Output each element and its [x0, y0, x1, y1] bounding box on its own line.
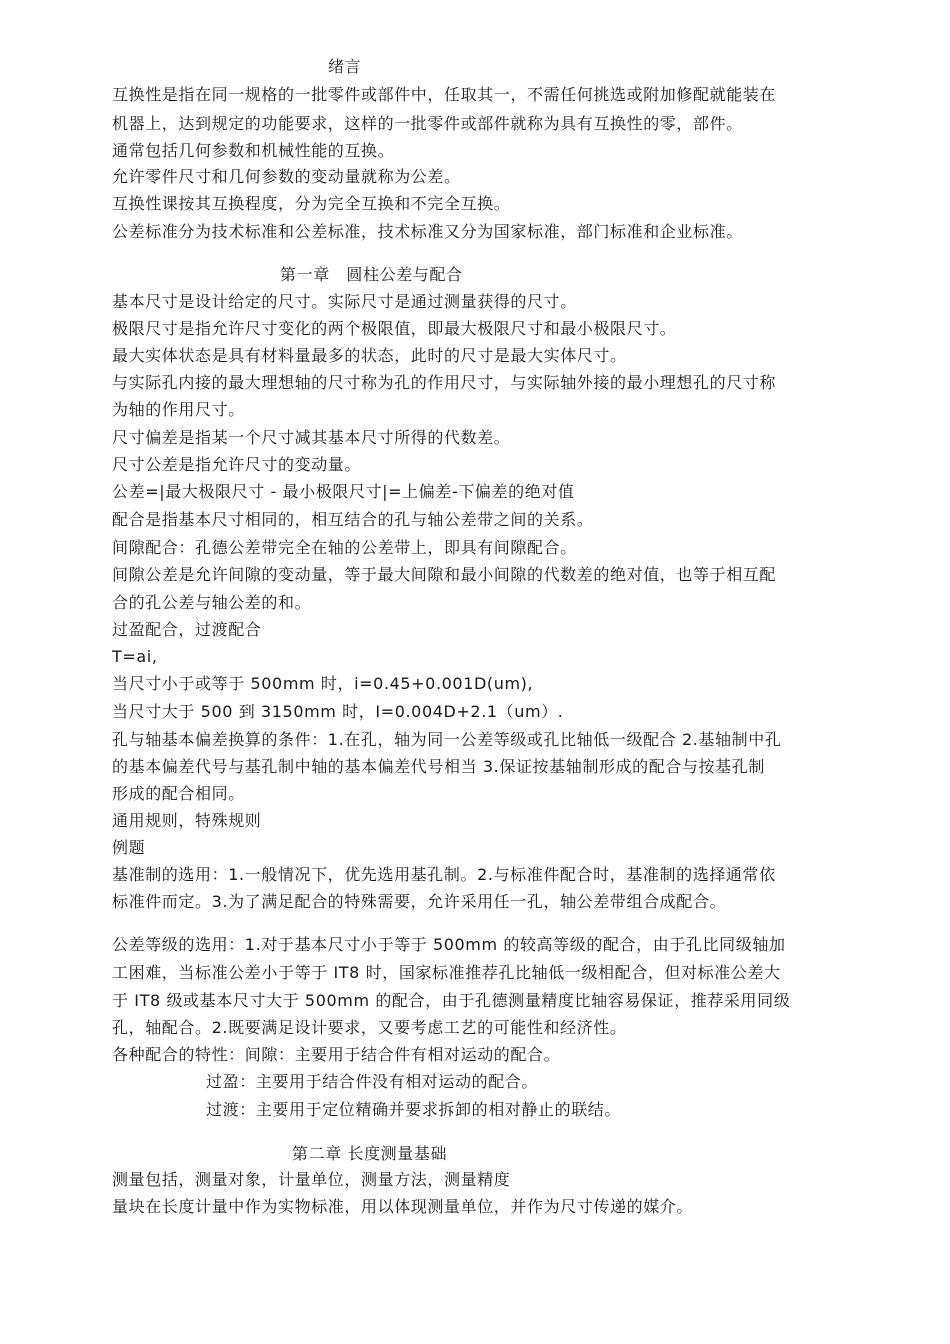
intro-line-3: 通常包括几何参数和机械性能的互换。 [112, 141, 395, 160]
ch2-line-2: 量块在长度计量中作为实物标准，用以体现测量单位，并作为尺寸传递的媒介。 [112, 1197, 694, 1216]
ch1-line-14: T=ai, [112, 647, 158, 666]
ch1-line-27: 孔，轴配合。2.既要满足设计要求，又要考虑工艺的可能性和经济性。 [112, 1018, 627, 1037]
ch1-line-12: 合的孔公差与轴公差的和。 [112, 593, 312, 612]
intro-title: 绪言 [328, 57, 362, 76]
ch1-line-22: 基准制的选用：1.一般情况下，优先选用基孔制。2.与标准件配合时，基准制的选择通常依 [112, 865, 776, 884]
ch1-line-28: 各种配合的特性：间隙：主要用于结合件有相对运动的配合。 [112, 1045, 561, 1064]
chapter2-title: 第二章 长度测量基础 [292, 1144, 448, 1163]
intro-line-6: 公差标准分为技术标准和公差标准，技术标准又分为国家标准，部门标准和企业标准。 [112, 222, 743, 241]
ch1-line-30: 过渡：主要用于定位精确并要求拆卸的相对静止的联结。 [206, 1100, 622, 1119]
ch1-line-23: 标准件而定。3.为了满足配合的特殊需要，允许采用任一孔，轴公差带组合成配合。 [112, 892, 727, 911]
ch1-line-15: 当尺寸小于或等于 500mm 时，i=0.45+0.001D(um), [112, 674, 534, 693]
intro-line-1: 互换性是指在同一规格的一批零件或部件中，任取其一，不需任何挑选或附加修配就能装在 [112, 85, 777, 104]
ch2-line-1: 测量包括，测量对象，计量单位，测量方法，测量精度 [112, 1170, 511, 1189]
ch1-line-5: 为轴的作用尺寸。 [112, 400, 245, 419]
ch1-line-4: 与实际孔内接的最大理想轴的尺寸称为孔的作用尺寸，与实际轴外接的最小理想孔的尺寸称 [112, 373, 777, 392]
ch1-line-7: 尺寸公差是指允许尺寸的变动量。 [112, 455, 362, 474]
ch1-line-1: 基本尺寸是设计给定的尺寸。实际尺寸是通过测量获得的尺寸。 [112, 292, 577, 311]
ch1-line-18: 的基本偏差代号与基孔制中轴的基本偏差代号相当 3.保证按基轴制形成的配合与按基孔制 [112, 757, 765, 776]
ch1-line-6: 尺寸偏差是指某一个尺寸减其基本尺寸所得的代数差。 [112, 428, 511, 447]
ch1-line-29: 过盈：主要用于结合件没有相对运动的配合。 [206, 1072, 539, 1091]
ch1-line-21: 例题 [112, 838, 146, 857]
ch1-line-17: 孔与轴基本偏差换算的条件：1.在孔，轴为同一公差等级或孔比轴低一级配合 2.基轴制中孔 [112, 730, 782, 749]
ch1-line-19: 形成的配合相同。 [112, 784, 245, 803]
ch1-line-2: 极限尺寸是指允许尺寸变化的两个极限值，即最大极限尺寸和最小极限尺寸。 [112, 319, 677, 338]
ch1-line-26: 于 IT8 级或基本尺寸大于 500mm 的配合，由于孔德测量精度比轴容易保证，推荐采用同级 [112, 991, 791, 1010]
chapter1-title: 第一章 圆柱公差与配合 [280, 265, 463, 284]
intro-line-5: 互换性课按其互换程度，分为完全互换和不完全互换。 [112, 194, 511, 213]
ch1-line-3: 最大实体状态是具有材料量最多的状态，此时的尺寸是最大实体尺寸。 [112, 346, 627, 365]
ch1-line-8: 公差=|最大极限尺寸 - 最小极限尺寸|=上偏差-下偏差的绝对值 [112, 482, 575, 501]
intro-line-4: 允许零件尺寸和几何参数的变动量就称为公差。 [112, 167, 461, 186]
ch1-line-24: 公差等级的选用：1.对于基本尺寸小于等于 500mm 的较高等级的配合，由于孔比同级轴加 [112, 935, 786, 954]
ch1-line-16: 当尺寸大于 500 到 3150mm 时，I=0.004D+2.1（um）. [112, 702, 564, 721]
intro-line-2: 机器上，达到规定的功能要求，这样的一批零件或部件就称为具有互换性的零，部件。 [112, 114, 743, 133]
ch1-line-10: 间隙配合：孔德公差带完全在轴的公差带上，即具有间隙配合。 [112, 538, 577, 557]
ch1-line-20: 通用规则，特殊规则 [112, 811, 262, 830]
ch1-line-9: 配合是指基本尺寸相同的，相互结合的孔与轴公差带之间的关系。 [112, 510, 594, 529]
ch1-line-11: 间隙公差是允许间隙的变动量，等于最大间隙和最小间隙的代数差的绝对值，也等于相互配 [112, 565, 777, 584]
ch1-line-13: 过盈配合，过渡配合 [112, 620, 262, 639]
ch1-line-25: 工困难，当标准公差小于等于 IT8 时，国家标准推荐孔比轴低一级相配合，但对标准公差大 [112, 963, 781, 982]
